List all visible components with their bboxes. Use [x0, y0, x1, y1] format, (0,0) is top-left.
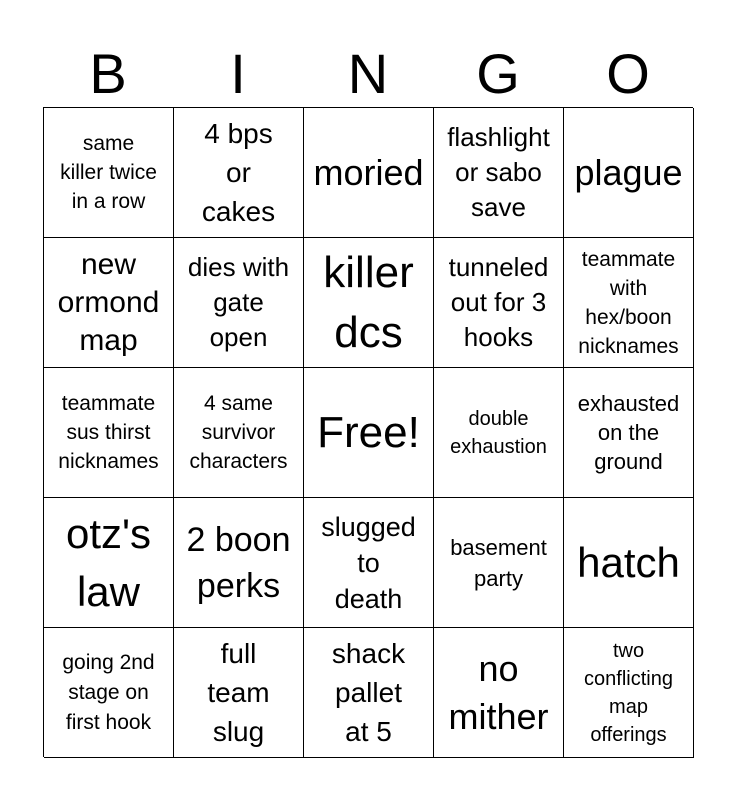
bingo-cell[interactable]: [434, 238, 564, 368]
bingo-cell[interactable]: [304, 498, 434, 628]
bingo-cell[interactable]: [44, 498, 174, 628]
cell-text: killer dcs: [323, 247, 414, 357]
cell-text: 4 bps or cakes: [201, 118, 276, 227]
bingo-grid: [43, 107, 693, 757]
cell-text: teammate sus thirst nicknames: [58, 392, 159, 473]
cell-text: slugged to death: [321, 511, 416, 614]
bingo-cell[interactable]: [304, 108, 434, 238]
cell-text: going 2nd stage on first hook: [62, 650, 155, 734]
cell-text: 4 same survivor characters: [189, 392, 288, 473]
cell-text: two conflicting map offerings: [584, 639, 673, 746]
cell-text: same killer twice in a row: [60, 132, 157, 213]
cell-text: otz's law: [65, 509, 152, 615]
bingo-cell[interactable]: [564, 498, 694, 628]
bingo-cell[interactable]: [434, 108, 564, 238]
bingo-cell[interactable]: [434, 628, 564, 758]
cell-text: exhausted on the ground: [577, 391, 680, 474]
bingo-cell[interactable]: [174, 628, 304, 758]
header-letter-o: O: [606, 42, 650, 105]
header-letter-g: G: [476, 42, 520, 105]
free-space-text: Free!: [317, 407, 420, 457]
bingo-header: [43, 40, 693, 108]
bingo-cell[interactable]: [44, 108, 174, 238]
bingo-cell[interactable]: [44, 368, 174, 498]
cell-text: hatch: [577, 538, 680, 586]
bingo-cell[interactable]: [434, 368, 564, 498]
cell-text: teammate with hex/boon nicknames: [578, 247, 679, 358]
bingo-cell[interactable]: [304, 238, 434, 368]
cell-text: new ormond map: [57, 247, 160, 357]
bingo-cell[interactable]: [174, 238, 304, 368]
bingo-cell[interactable]: [564, 108, 694, 238]
cell-text: no mither: [448, 647, 549, 737]
header-letter-b: B: [89, 42, 127, 105]
bingo-cell[interactable]: [304, 628, 434, 758]
cell-text: dies with gate open: [187, 252, 290, 352]
cell-text: plague: [574, 151, 683, 193]
bingo-cell[interactable]: [174, 108, 304, 238]
free-space-cell[interactable]: [304, 368, 434, 498]
bingo-cell[interactable]: [564, 628, 694, 758]
bingo-cell[interactable]: [174, 498, 304, 628]
cell-text: flashlight or sabo save: [447, 122, 550, 222]
bingo-cell[interactable]: [44, 238, 174, 368]
cell-text: basement party: [450, 534, 547, 591]
header-letter-n: N: [347, 42, 389, 105]
cell-text: full team slug: [207, 638, 270, 747]
bingo-cell[interactable]: [564, 368, 694, 498]
cell-text: moried: [313, 151, 424, 193]
bingo-cell[interactable]: [174, 368, 304, 498]
cell-text: shack pallet at 5: [331, 638, 406, 747]
cell-text: tunneled out for 3 hooks: [448, 252, 549, 352]
cell-text: 2 boon perks: [186, 520, 291, 605]
bingo-cell[interactable]: [434, 498, 564, 628]
cell-text: double exhaustion: [450, 407, 547, 458]
bingo-cell[interactable]: [564, 238, 694, 368]
header-letter-i: I: [230, 42, 246, 105]
bingo-cell[interactable]: [44, 628, 174, 758]
